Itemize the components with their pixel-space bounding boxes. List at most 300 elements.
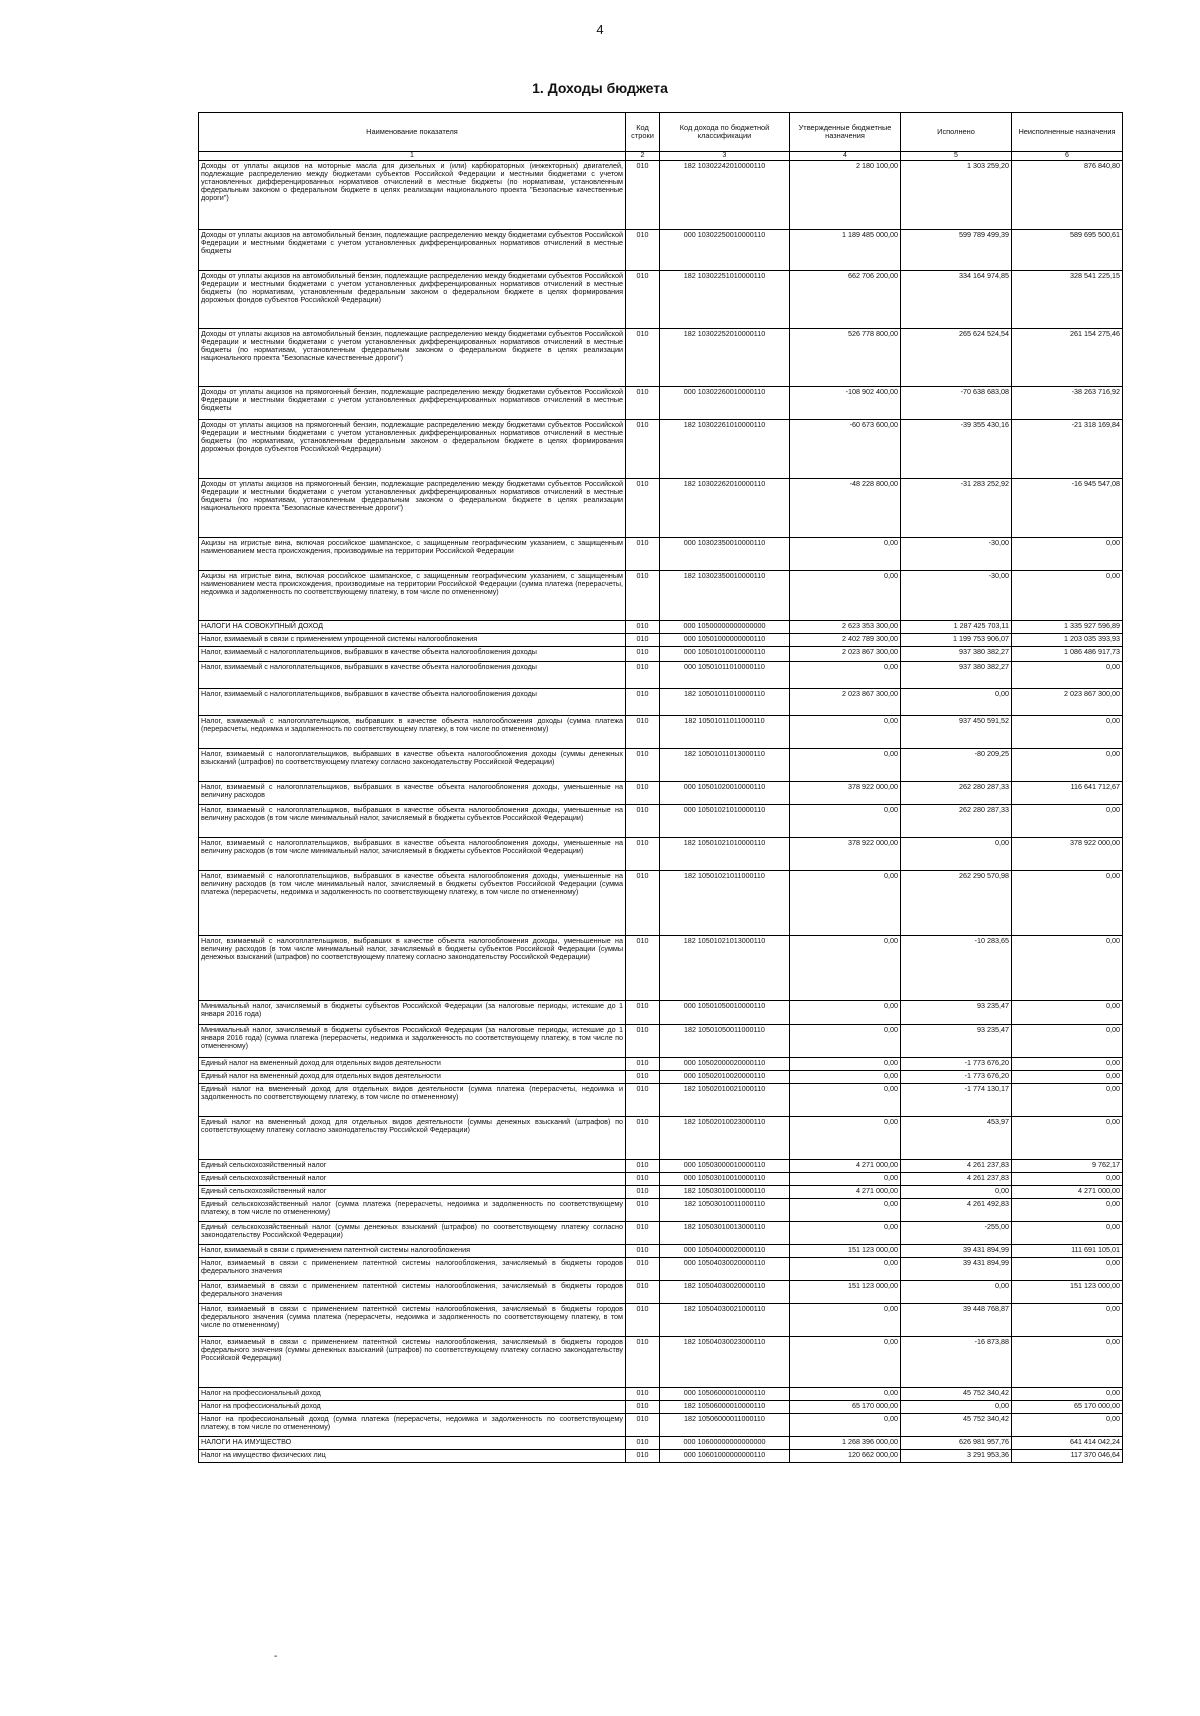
row-line-code: 010 <box>626 661 660 688</box>
row-indicator-name: Налог, взимаемый в связи с применением упрощенной системы налогообложения <box>199 633 626 646</box>
row-approved-amount: 0,00 <box>790 1336 901 1387</box>
row-executed-amount: 93 235,47 <box>901 1000 1012 1024</box>
table-row <box>199 935 1123 1000</box>
table-row <box>199 1172 1123 1185</box>
row-approved-amount: 0,00 <box>790 570 901 620</box>
row-indicator-name: Единый сельскохозяйственный налог (сумма платежа (перерасчеты, недоимка и задолженность по соответствующему платежу, в том числе по отмененному) <box>199 1198 626 1221</box>
row-executed-amount: -70 638 683,08 <box>901 386 1012 419</box>
table-row <box>199 633 1123 646</box>
row-indicator-name: Налог на имущество физических лиц <box>199 1449 626 1462</box>
column-number: 5 <box>901 152 1012 161</box>
row-classification-code: 182 10504030020000110 <box>660 1280 790 1303</box>
row-indicator-name: Доходы от уплаты акцизов на моторные масла для дизельных и (или) карбюраторных (инжекторных) двигателей, подлежащие распределению между бюджетами субъектов Российской Федерации и местными бюджетами с учетом установленных дифференцированных нормативов отчислений в местные бюджеты (по нормативам, установленным федеральным законом о федеральном бюджете в целях реализации национального проекта "Безопасные качественные дороги") <box>199 160 626 229</box>
row-indicator-name: Доходы от уплаты акцизов на автомобильный бензин, подлежащие распределению между бюджетами субъектов Российской Федерации и местными бюджетами с учетом установленных дифференцированных нормативов отчислений в местные бюджеты (по нормативам, установленным федеральным законом о федеральном бюджете в целях реализации национального проекта "Безопасные качественные дороги") <box>199 328 626 386</box>
table-row <box>199 537 1123 570</box>
row-classification-code: 000 10506000010000110 <box>660 1387 790 1400</box>
row-executed-amount: 265 624 524,54 <box>901 328 1012 386</box>
row-line-code: 010 <box>626 620 660 633</box>
row-unexecuted-amount: 0,00 <box>1012 1057 1123 1070</box>
row-executed-amount: 39 431 894,99 <box>901 1257 1012 1280</box>
row-line-code: 010 <box>626 1172 660 1185</box>
row-approved-amount: 0,00 <box>790 870 901 935</box>
row-unexecuted-amount: -16 945 547,08 <box>1012 478 1123 537</box>
row-indicator-name: Доходы от уплаты акцизов на автомобильный бензин, подлежащие распределению между бюджетами субъектов Российской Федерации и местными бюджетами с учетом установленных дифференцированных нормативов отчислений в местные бюджеты <box>199 229 626 270</box>
row-indicator-name: Налог, взимаемый в связи с применением патентной системы налогообложения <box>199 1244 626 1257</box>
row-unexecuted-amount: 0,00 <box>1012 1221 1123 1244</box>
row-unexecuted-amount: 0,00 <box>1012 1303 1123 1336</box>
row-classification-code: 000 10600000000000000 <box>660 1436 790 1449</box>
row-executed-amount: -31 283 252,92 <box>901 478 1012 537</box>
row-approved-amount: 0,00 <box>790 1116 901 1159</box>
row-approved-amount: 0,00 <box>790 661 901 688</box>
row-executed-amount: 937 380 382,27 <box>901 646 1012 661</box>
row-executed-amount: 4 261 492,83 <box>901 1198 1012 1221</box>
row-classification-code: 182 10501050011000110 <box>660 1024 790 1057</box>
header-line-code: Код строки <box>626 113 660 152</box>
row-approved-amount: 0,00 <box>790 748 901 781</box>
row-indicator-name: Доходы от уплаты акцизов на прямогонный бензин, подлежащие распределению между бюджетами субъектов Российской Федерации и местными бюджетами с учетом установленных дифференцированных нормативов отчислений в местные бюджеты (по нормативам, установленным федеральным законом о федеральном бюджете в целях формирования дорожных фондов субъектов Российской Федерации) <box>199 419 626 478</box>
row-unexecuted-amount: 0,00 <box>1012 1172 1123 1185</box>
row-line-code: 010 <box>626 837 660 870</box>
table-row <box>199 1198 1123 1221</box>
row-classification-code: 182 10501021010000110 <box>660 837 790 870</box>
row-classification-code: 182 10506000010000110 <box>660 1400 790 1413</box>
row-unexecuted-amount: 589 695 500,61 <box>1012 229 1123 270</box>
row-classification-code: 000 10502000020000110 <box>660 1057 790 1070</box>
row-unexecuted-amount: 0,00 <box>1012 570 1123 620</box>
row-line-code: 010 <box>626 1336 660 1387</box>
row-line-code: 010 <box>626 1413 660 1436</box>
row-approved-amount: 0,00 <box>790 1257 901 1280</box>
table-row <box>199 1000 1123 1024</box>
table-row <box>199 478 1123 537</box>
row-unexecuted-amount: 117 370 046,64 <box>1012 1449 1123 1462</box>
row-unexecuted-amount: 0,00 <box>1012 1000 1123 1024</box>
row-unexecuted-amount: 0,00 <box>1012 870 1123 935</box>
footer-mark: - <box>274 1651 278 1662</box>
row-unexecuted-amount: 0,00 <box>1012 1413 1123 1436</box>
table-row <box>199 1221 1123 1244</box>
row-indicator-name: Налог, взимаемый в связи с применением патентной системы налогообложения, зачисляемый в бюджеты городов федерального значения (суммы денежных взысканий (штрафов) по соответствующему платежу согласно законодательству Российской Федерации) <box>199 1336 626 1387</box>
table-row <box>199 1024 1123 1057</box>
row-executed-amount: 453,97 <box>901 1116 1012 1159</box>
row-line-code: 010 <box>626 1436 660 1449</box>
row-executed-amount: 1 287 425 703,11 <box>901 620 1012 633</box>
row-line-code: 010 <box>626 935 660 1000</box>
row-classification-code: 000 10501000000000110 <box>660 633 790 646</box>
row-approved-amount: 151 123 000,00 <box>790 1280 901 1303</box>
row-executed-amount: 0,00 <box>901 688 1012 715</box>
row-indicator-name: Налог, взимаемый с налогоплательщиков, выбравших в качестве объекта налогообложения доходы, уменьшенные на величину расходов (в том числе минимальный налог, зачисляемый в бюджеты субъектов Российской Федерации (сумма платежа (перерасчеты, недоимка и задолженность по соответствующему платежу, в том числе по отмененному) <box>199 870 626 935</box>
table-row <box>199 1159 1123 1172</box>
row-unexecuted-amount: 2 023 867 300,00 <box>1012 688 1123 715</box>
row-line-code: 010 <box>626 537 660 570</box>
row-line-code: 010 <box>626 419 660 478</box>
row-approved-amount: 151 123 000,00 <box>790 1244 901 1257</box>
row-approved-amount: 0,00 <box>790 804 901 837</box>
row-unexecuted-amount: 1 203 035 393,93 <box>1012 633 1123 646</box>
row-indicator-name: Налог, взимаемый в связи с применением патентной системы налогообложения, зачисляемый в бюджеты городов федерального значения (сумма платежа (перерасчеты, недоимка и задолженность по соответствующему платежу, в том числе по отмененному) <box>199 1303 626 1336</box>
budget-revenue-table-container <box>198 112 1123 1463</box>
row-unexecuted-amount: 1 335 927 596,89 <box>1012 620 1123 633</box>
row-classification-code: 182 10501011013000110 <box>660 748 790 781</box>
row-approved-amount: 0,00 <box>790 1303 901 1336</box>
table-row <box>199 688 1123 715</box>
row-executed-amount: 334 164 974,85 <box>901 270 1012 328</box>
table-row <box>199 328 1123 386</box>
row-indicator-name: Налог, взимаемый с налогоплательщиков, выбравших в качестве объекта налогообложения доходы, уменьшенные на величину расходов (в том числе минимальный налог, зачисляемый в бюджеты субъектов Российской Федерации) <box>199 837 626 870</box>
table-row <box>199 804 1123 837</box>
table-row <box>199 870 1123 935</box>
row-unexecuted-amount: 116 641 712,67 <box>1012 781 1123 804</box>
row-classification-code: 000 10302350010000110 <box>660 537 790 570</box>
table-row <box>199 748 1123 781</box>
row-line-code: 010 <box>626 1159 660 1172</box>
row-line-code: 010 <box>626 1083 660 1116</box>
column-number: 4 <box>790 152 901 161</box>
table-row <box>199 1436 1123 1449</box>
row-classification-code: 000 10502010020000110 <box>660 1070 790 1083</box>
row-approved-amount: 120 662 000,00 <box>790 1449 901 1462</box>
row-indicator-name: Налог, взимаемый с налогоплательщиков, выбравших в качестве объекта налогообложения доходы, уменьшенные на величину расходов <box>199 781 626 804</box>
row-indicator-name: Единый сельскохозяйственный налог <box>199 1159 626 1172</box>
row-line-code: 010 <box>626 1057 660 1070</box>
row-indicator-name: Доходы от уплаты акцизов на автомобильный бензин, подлежащие распределению между бюджетами субъектов Российской Федерации и местными бюджетами с учетом установленных дифференцированных нормативов отчислений в местные бюджеты (по нормативам, установленным федеральным законом о федеральном бюджете в целях формирования дорожных фондов субъектов Российской Федерации) <box>199 270 626 328</box>
row-unexecuted-amount: -38 263 716,92 <box>1012 386 1123 419</box>
row-approved-amount: 2 623 353 300,00 <box>790 620 901 633</box>
row-unexecuted-amount: 0,00 <box>1012 1083 1123 1116</box>
row-executed-amount: 262 280 287,33 <box>901 804 1012 837</box>
row-unexecuted-amount: 4 271 000,00 <box>1012 1185 1123 1198</box>
column-number: 2 <box>626 152 660 161</box>
header-indicator-name: Наименование показателя <box>199 113 626 152</box>
row-line-code: 010 <box>626 1257 660 1280</box>
row-classification-code: 000 10302250010000110 <box>660 229 790 270</box>
row-unexecuted-amount: 0,00 <box>1012 715 1123 748</box>
row-indicator-name: Единый сельскохозяйственный налог <box>199 1185 626 1198</box>
row-indicator-name: Налог, взимаемый в связи с применением патентной системы налогообложения, зачисляемый в бюджеты городов федерального значения <box>199 1257 626 1280</box>
row-indicator-name: НАЛОГИ НА СОВОКУПНЫЙ ДОХОД <box>199 620 626 633</box>
table-row <box>199 781 1123 804</box>
row-line-code: 010 <box>626 478 660 537</box>
table-row <box>199 1449 1123 1462</box>
row-indicator-name: Налог на профессиональный доход <box>199 1387 626 1400</box>
row-unexecuted-amount: 328 541 225,15 <box>1012 270 1123 328</box>
table-row <box>199 1257 1123 1280</box>
row-executed-amount: 0,00 <box>901 837 1012 870</box>
table-row <box>199 1303 1123 1336</box>
row-line-code: 010 <box>626 1185 660 1198</box>
row-indicator-name: Единый налог на вмененный доход для отдельных видов деятельности (сумма платежа (перерасчеты, недоимка и задолженность по соответствующему платежу, в том числе по отмененному) <box>199 1083 626 1116</box>
table-row <box>199 1057 1123 1070</box>
table-row <box>199 1280 1123 1303</box>
row-unexecuted-amount: 0,00 <box>1012 1116 1123 1159</box>
row-executed-amount: 39 448 768,87 <box>901 1303 1012 1336</box>
row-approved-amount: 1 268 396 000,00 <box>790 1436 901 1449</box>
row-indicator-name: Акцизы на игристые вина, включая российское шампанское, с защищенным географическим указанием, с защищенным наименованием места происхождения, производимые на территории Российской Федерации (сумма платежа (перерасчеты, недоимка и задолженность по соответствующему платежу, в том числе по отмененному) <box>199 570 626 620</box>
row-executed-amount: 1 199 753 906,07 <box>901 633 1012 646</box>
row-classification-code: 000 10503000010000110 <box>660 1159 790 1172</box>
row-unexecuted-amount: 0,00 <box>1012 1198 1123 1221</box>
row-approved-amount: 0,00 <box>790 1221 901 1244</box>
row-executed-amount: 937 450 591,52 <box>901 715 1012 748</box>
table-row <box>199 1336 1123 1387</box>
row-classification-code: 182 10302261010000110 <box>660 419 790 478</box>
row-line-code: 010 <box>626 1400 660 1413</box>
table-row <box>199 1116 1123 1159</box>
table-row <box>199 570 1123 620</box>
row-classification-code: 182 10501011010000110 <box>660 688 790 715</box>
row-approved-amount: 1 189 485 000,00 <box>790 229 901 270</box>
row-unexecuted-amount: 0,00 <box>1012 537 1123 570</box>
row-executed-amount: 626 981 957,76 <box>901 1436 1012 1449</box>
row-line-code: 010 <box>626 804 660 837</box>
row-line-code: 010 <box>626 748 660 781</box>
row-executed-amount: 4 261 237,83 <box>901 1159 1012 1172</box>
header-executed: Исполнено <box>901 113 1012 152</box>
row-classification-code: 000 10501050010000110 <box>660 1000 790 1024</box>
row-unexecuted-amount: 0,00 <box>1012 1336 1123 1387</box>
row-classification-code: 182 10502010023000110 <box>660 1116 790 1159</box>
row-line-code: 010 <box>626 715 660 748</box>
table-row <box>199 386 1123 419</box>
row-executed-amount: 599 789 499,39 <box>901 229 1012 270</box>
row-executed-amount: 3 291 953,36 <box>901 1449 1012 1462</box>
row-indicator-name: Единый сельскохозяйственный налог (суммы денежных взысканий (штрафов) по соответствующему платежу согласно законодательству Российской Федерации) <box>199 1221 626 1244</box>
row-indicator-name: Налог, взимаемый в связи с применением патентной системы налогообложения, зачисляемый в бюджеты городов федерального значения <box>199 1280 626 1303</box>
table-row <box>199 419 1123 478</box>
row-classification-code: 182 10503010010000110 <box>660 1185 790 1198</box>
row-indicator-name: Единый сельскохозяйственный налог <box>199 1172 626 1185</box>
row-indicator-name: Налог на профессиональный доход (сумма платежа (перерасчеты, недоимка и задолженность по соответствующему платежу, в том числе по отмененному) <box>199 1413 626 1436</box>
row-indicator-name: Налог, взимаемый с налогоплательщиков, выбравших в качестве объекта налогообложения доходы, уменьшенные на величину расходов (в том числе минимальный налог, зачисляемый в бюджеты субъектов Российской Федерации (суммы денежных взысканий (штрафов) по соответствующему платежу согласно законодательству Российской Федерации) <box>199 935 626 1000</box>
row-classification-code: 000 10601000000000110 <box>660 1449 790 1462</box>
row-unexecuted-amount: 261 154 275,46 <box>1012 328 1123 386</box>
row-unexecuted-amount: 378 922 000,00 <box>1012 837 1123 870</box>
table-row <box>199 646 1123 661</box>
row-line-code: 010 <box>626 1221 660 1244</box>
table-row <box>199 1070 1123 1083</box>
row-indicator-name: Минимальный налог, зачисляемый в бюджеты субъектов Российской Федерации (за налоговые периоды, истекшие до 1 января 2016 года) <box>199 1000 626 1024</box>
row-unexecuted-amount: 0,00 <box>1012 748 1123 781</box>
row-approved-amount: 65 170 000,00 <box>790 1400 901 1413</box>
row-executed-amount: 39 431 894,99 <box>901 1244 1012 1257</box>
row-classification-code: 000 10302260010000110 <box>660 386 790 419</box>
row-indicator-name: Налог, взимаемый с налогоплательщиков, выбравших в качестве объекта налогообложения доходы <box>199 646 626 661</box>
row-approved-amount: 0,00 <box>790 1198 901 1221</box>
row-classification-code: 182 10506000011000110 <box>660 1413 790 1436</box>
column-number: 1 <box>199 152 626 161</box>
row-approved-amount: 378 922 000,00 <box>790 837 901 870</box>
row-unexecuted-amount: 0,00 <box>1012 1257 1123 1280</box>
row-line-code: 010 <box>626 1070 660 1083</box>
row-classification-code: 000 10501010010000110 <box>660 646 790 661</box>
table-body <box>199 152 1123 1463</box>
row-executed-amount: -255,00 <box>901 1221 1012 1244</box>
table-row <box>199 1185 1123 1198</box>
row-approved-amount: 0,00 <box>790 537 901 570</box>
row-executed-amount: 0,00 <box>901 1400 1012 1413</box>
table-row <box>199 620 1123 633</box>
row-line-code: 010 <box>626 1449 660 1462</box>
row-line-code: 010 <box>626 229 660 270</box>
row-unexecuted-amount: 0,00 <box>1012 1387 1123 1400</box>
document-title: 1. Доходы бюджета <box>532 80 668 96</box>
header-budget-classification-code: Код дохода по бюджетной классификации <box>660 113 790 152</box>
row-executed-amount: -80 209,25 <box>901 748 1012 781</box>
row-approved-amount: 0,00 <box>790 1000 901 1024</box>
row-classification-code: 182 10302242010000110 <box>660 160 790 229</box>
row-approved-amount: 0,00 <box>790 1083 901 1116</box>
row-unexecuted-amount: 65 170 000,00 <box>1012 1400 1123 1413</box>
header-unexecuted-assignments: Неисполненные назначения <box>1012 113 1123 152</box>
row-line-code: 010 <box>626 1280 660 1303</box>
page-number: 4 <box>596 22 604 37</box>
row-classification-code: 182 10302252010000110 <box>660 328 790 386</box>
row-classification-code: 000 10501011010000110 <box>660 661 790 688</box>
row-indicator-name: Единый налог на вмененный доход для отдельных видов деятельности (суммы денежных взысканий (штрафов) по соответствующему платежу согласно законодательству Российской Федерации) <box>199 1116 626 1159</box>
row-approved-amount: 378 922 000,00 <box>790 781 901 804</box>
row-classification-code: 000 10500000000000000 <box>660 620 790 633</box>
row-executed-amount: -10 283,65 <box>901 935 1012 1000</box>
row-executed-amount: -39 355 430,16 <box>901 419 1012 478</box>
row-approved-amount: 662 706 200,00 <box>790 270 901 328</box>
row-classification-code: 000 10504030020000110 <box>660 1257 790 1280</box>
row-approved-amount: 2 180 100,00 <box>790 160 901 229</box>
column-number-row <box>199 152 1123 161</box>
table-row <box>199 715 1123 748</box>
row-unexecuted-amount: 0,00 <box>1012 661 1123 688</box>
row-line-code: 010 <box>626 633 660 646</box>
row-indicator-name: Налог, взимаемый с налогоплательщиков, выбравших в качестве объекта налогообложения доходы (сумма платежа (перерасчеты, недоимка и задолженность по соответствующему платежу, в том числе по отмененному) <box>199 715 626 748</box>
table-row <box>199 229 1123 270</box>
row-line-code: 010 <box>626 1387 660 1400</box>
row-indicator-name: Единый налог на вмененный доход для отдельных видов деятельности <box>199 1070 626 1083</box>
row-executed-amount: 937 380 382,27 <box>901 661 1012 688</box>
row-classification-code: 000 10503010010000110 <box>660 1172 790 1185</box>
row-unexecuted-amount: 0,00 <box>1012 804 1123 837</box>
row-line-code: 010 <box>626 688 660 715</box>
row-line-code: 010 <box>626 781 660 804</box>
row-classification-code: 182 10501011011000110 <box>660 715 790 748</box>
row-indicator-name: Налог, взимаемый с налогоплательщиков, выбравших в качестве объекта налогообложения доходы <box>199 661 626 688</box>
row-indicator-name: Акцизы на игристые вина, включая российское шампанское, с защищенным географическим указанием, с защищенным наименованием места происхождения, производимые на территории Российской Федерации <box>199 537 626 570</box>
row-executed-amount: 262 280 287,33 <box>901 781 1012 804</box>
row-indicator-name: Налог, взимаемый с налогоплательщиков, выбравших в качестве объекта налогообложения доходы <box>199 688 626 715</box>
row-classification-code: 182 10302251010000110 <box>660 270 790 328</box>
row-approved-amount: 0,00 <box>790 715 901 748</box>
budget-revenue-table <box>198 112 1123 1463</box>
table-row <box>199 1083 1123 1116</box>
row-unexecuted-amount: 0,00 <box>1012 1024 1123 1057</box>
row-classification-code: 182 10503010013000110 <box>660 1221 790 1244</box>
row-unexecuted-amount: 641 414 042,24 <box>1012 1436 1123 1449</box>
row-unexecuted-amount: 9 762,17 <box>1012 1159 1123 1172</box>
table-row <box>199 270 1123 328</box>
row-unexecuted-amount: 0,00 <box>1012 935 1123 1000</box>
row-line-code: 010 <box>626 1303 660 1336</box>
table-row <box>199 1387 1123 1400</box>
row-classification-code: 182 10504030021000110 <box>660 1303 790 1336</box>
row-classification-code: 182 10302262010000110 <box>660 478 790 537</box>
row-line-code: 010 <box>626 1024 660 1057</box>
row-classification-code: 182 10503010011000110 <box>660 1198 790 1221</box>
row-classification-code: 000 10504000020000110 <box>660 1244 790 1257</box>
row-executed-amount: -1 773 676,20 <box>901 1070 1012 1083</box>
row-unexecuted-amount: -21 318 169,84 <box>1012 419 1123 478</box>
row-unexecuted-amount: 111 691 105,01 <box>1012 1244 1123 1257</box>
row-executed-amount: 1 303 259,20 <box>901 160 1012 229</box>
row-approved-amount: -60 673 600,00 <box>790 419 901 478</box>
row-indicator-name: Доходы от уплаты акцизов на прямогонный бензин, подлежащие распределению между бюджетами субъектов Российской Федерации и местными бюджетами с учетом установленных дифференцированных нормативов отчислений в местные бюджеты (по нормативам, установленным федеральным законом о федеральном бюджете в целях реализации национального проекта "Безопасные качественные дороги") <box>199 478 626 537</box>
row-executed-amount: 45 752 340,42 <box>901 1387 1012 1400</box>
row-approved-amount: 2 023 867 300,00 <box>790 646 901 661</box>
row-indicator-name: Налог, взимаемый с налогоплательщиков, выбравших в качестве объекта налогообложения доходы (суммы денежных взысканий (штрафов) по соответствующему платежу согласно законодательству Российской Федерации) <box>199 748 626 781</box>
row-approved-amount: 0,00 <box>790 1387 901 1400</box>
table-header <box>199 113 1123 152</box>
row-executed-amount: 0,00 <box>901 1185 1012 1198</box>
row-classification-code: 000 10501021010000110 <box>660 804 790 837</box>
table-row <box>199 661 1123 688</box>
row-line-code: 010 <box>626 328 660 386</box>
row-approved-amount: 0,00 <box>790 935 901 1000</box>
row-approved-amount: 0,00 <box>790 1172 901 1185</box>
header-row <box>199 113 1123 152</box>
row-unexecuted-amount: 0,00 <box>1012 1070 1123 1083</box>
row-approved-amount: 526 778 800,00 <box>790 328 901 386</box>
row-approved-amount: 0,00 <box>790 1057 901 1070</box>
row-line-code: 010 <box>626 870 660 935</box>
row-line-code: 010 <box>626 570 660 620</box>
row-unexecuted-amount: 876 840,80 <box>1012 160 1123 229</box>
row-executed-amount: 93 235,47 <box>901 1024 1012 1057</box>
row-classification-code: 182 10501021011000110 <box>660 870 790 935</box>
row-line-code: 010 <box>626 1000 660 1024</box>
row-line-code: 010 <box>626 1244 660 1257</box>
row-executed-amount: 262 290 570,98 <box>901 870 1012 935</box>
row-executed-amount: 45 752 340,42 <box>901 1413 1012 1436</box>
row-indicator-name: Минимальный налог, зачисляемый в бюджеты субъектов Российской Федерации (за налоговые периоды, истекшие до 1 января 2016 года) (сумма платежа (перерасчеты, недоимка и задолженность по соответствующему платежу, в том числе по отмененному) <box>199 1024 626 1057</box>
row-classification-code: 182 10504030023000110 <box>660 1336 790 1387</box>
row-approved-amount: 0,00 <box>790 1413 901 1436</box>
row-line-code: 010 <box>626 1198 660 1221</box>
row-line-code: 010 <box>626 160 660 229</box>
row-indicator-name: Единый налог на вмененный доход для отдельных видов деятельности <box>199 1057 626 1070</box>
row-indicator-name: Доходы от уплаты акцизов на прямогонный бензин, подлежащие распределению между бюджетами субъектов Российской Федерации и местными бюджетами с учетом установленных дифференцированных нормативов отчислений в местные бюджеты <box>199 386 626 419</box>
row-classification-code: 182 10302350010000110 <box>660 570 790 620</box>
row-approved-amount: 0,00 <box>790 1024 901 1057</box>
row-executed-amount: -16 873,88 <box>901 1336 1012 1387</box>
row-classification-code: 182 10502010021000110 <box>660 1083 790 1116</box>
row-indicator-name: Налог, взимаемый с налогоплательщиков, выбравших в качестве объекта налогообложения доходы, уменьшенные на величину расходов (в том числе минимальный налог, зачисляемый в бюджеты субъектов Российской Федерации) <box>199 804 626 837</box>
header-approved-assignments: Утвержденные бюджетные назначения <box>790 113 901 152</box>
row-executed-amount: 4 261 237,83 <box>901 1172 1012 1185</box>
row-approved-amount: 0,00 <box>790 1070 901 1083</box>
row-executed-amount: 0,00 <box>901 1280 1012 1303</box>
table-row <box>199 1413 1123 1436</box>
row-executed-amount: -1 774 130,17 <box>901 1083 1012 1116</box>
row-approved-amount: -48 228 800,00 <box>790 478 901 537</box>
row-classification-code: 182 10501021013000110 <box>660 935 790 1000</box>
row-classification-code: 000 10501020010000110 <box>660 781 790 804</box>
row-approved-amount: 4 271 000,00 <box>790 1185 901 1198</box>
row-executed-amount: -30,00 <box>901 537 1012 570</box>
row-approved-amount: 4 271 000,00 <box>790 1159 901 1172</box>
row-approved-amount: 2 402 789 300,00 <box>790 633 901 646</box>
column-number: 6 <box>1012 152 1123 161</box>
row-indicator-name: Налог на профессиональный доход <box>199 1400 626 1413</box>
row-line-code: 010 <box>626 270 660 328</box>
